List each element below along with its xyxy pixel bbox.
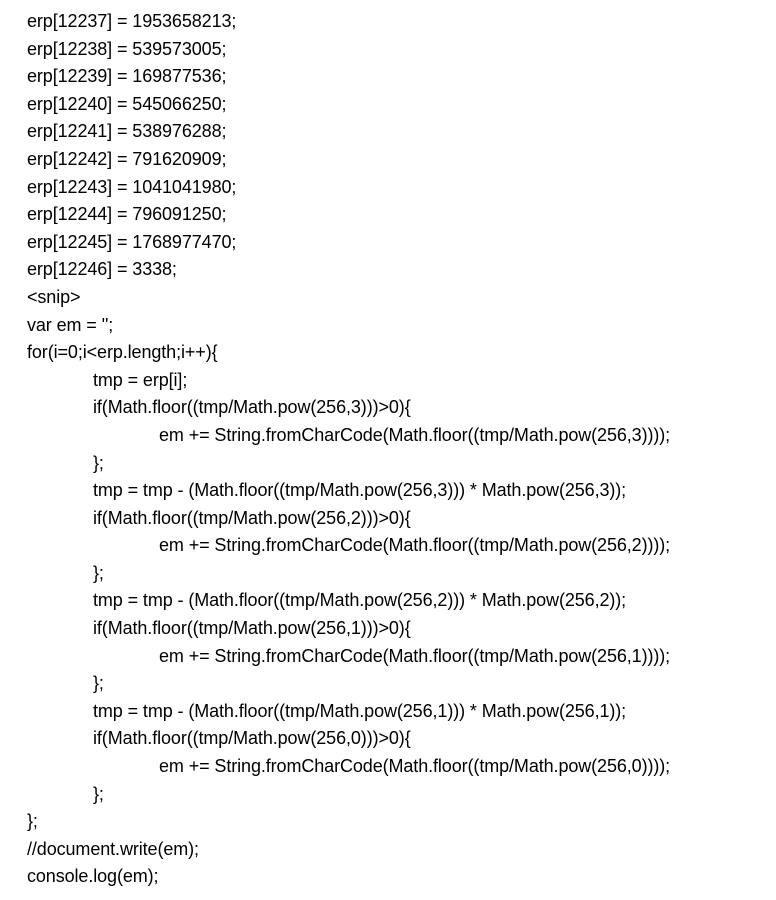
code-line: var em = '';	[27, 314, 114, 335]
code-line: erp[12238] = 539573005;	[27, 38, 227, 59]
code-line: if(Math.floor((tmp/Math.pow(256,1)))>0){	[93, 618, 411, 639]
code-line: em += String.fromCharCode(Math.floor((tmp/Math.pow(256,1))));	[159, 645, 671, 666]
code-line: if(Math.floor((tmp/Math.pow(256,0)))>0){	[93, 728, 411, 749]
code-line: erp[12244] = 796091250;	[27, 204, 227, 225]
code-line: erp[12237] = 1953658213;	[27, 11, 237, 31]
code-line: <snip>	[27, 286, 81, 307]
code-line: em += String.fromCharCode(Math.floor((tmp/Math.pow(256,0))));	[159, 756, 671, 777]
code-line: erp[12241] = 538976288;	[27, 121, 227, 142]
code-line: console.log(em);	[27, 866, 159, 887]
code-document	[27, 8, 670, 891]
code-line: if(Math.floor((tmp/Math.pow(256,2)))>0){	[93, 507, 411, 528]
code-line: for(i=0;i<erp.length;i++){	[27, 342, 218, 363]
code-line: em += String.fromCharCode(Math.floor((tmp/Math.pow(256,2))));	[159, 535, 671, 556]
code-line: };	[93, 783, 104, 804]
code-line: if(Math.floor((tmp/Math.pow(256,3)))>0){	[93, 397, 411, 418]
code-line: tmp = tmp - (Math.floor((tmp/Math.pow(256,1))) * Math.pow(256,1));	[93, 700, 627, 721]
code-line: erp[12243] = 1041041980;	[27, 176, 237, 197]
code-line: tmp = erp[i];	[93, 369, 188, 390]
code-line: erp[12240] = 545066250;	[27, 93, 227, 114]
code-line: //document.write(em);	[27, 838, 199, 859]
code-line: };	[93, 452, 104, 473]
code-line: erp[12246] = 3338;	[27, 259, 177, 280]
code-line: erp[12242] = 791620909;	[27, 148, 227, 169]
code-line: };	[27, 811, 38, 832]
code-line: tmp = tmp - (Math.floor((tmp/Math.pow(256,2))) * Math.pow(256,2));	[93, 590, 627, 611]
code-line: };	[93, 562, 104, 583]
code-line: tmp = tmp - (Math.floor((tmp/Math.pow(256,3))) * Math.pow(256,3));	[93, 480, 627, 501]
code-line: erp[12245] = 1768977470;	[27, 231, 237, 252]
code-line: };	[93, 673, 104, 694]
code-line: em += String.fromCharCode(Math.floor((tmp/Math.pow(256,3))));	[159, 424, 671, 445]
code-line: erp[12239] = 169877536;	[27, 66, 227, 87]
